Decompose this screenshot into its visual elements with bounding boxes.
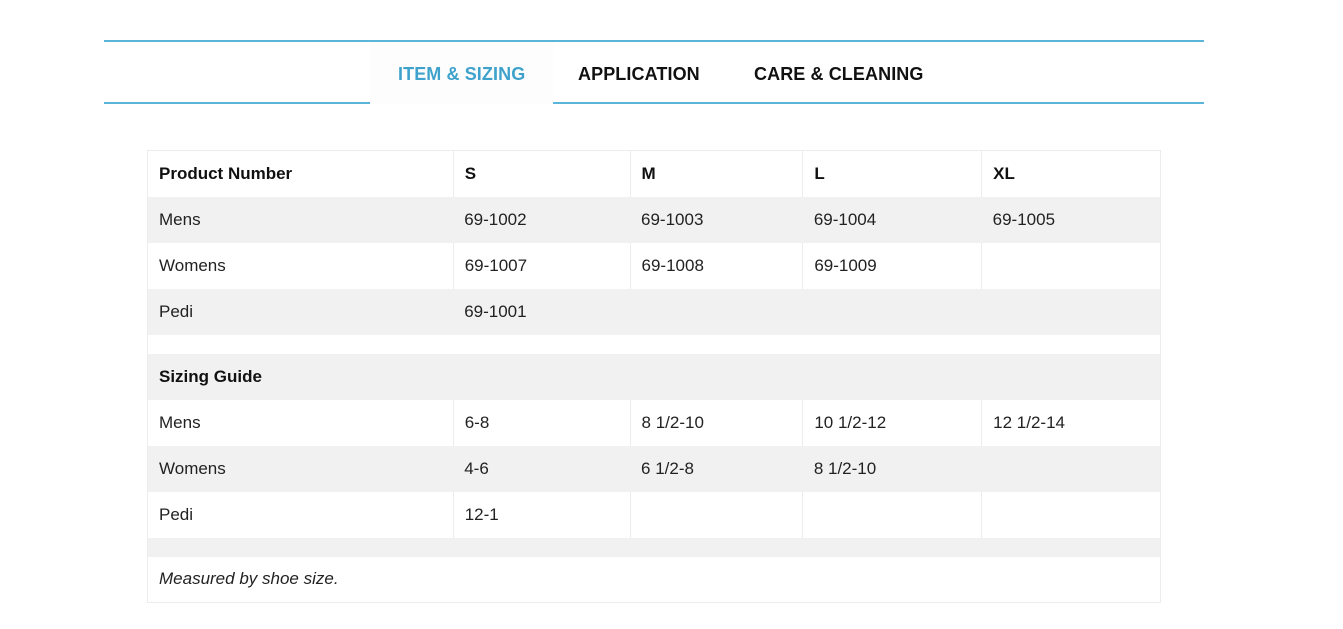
table-cell: Mens	[148, 197, 454, 243]
table-cell	[982, 492, 1161, 538]
table-note: Measured by shoe size.	[159, 569, 339, 589]
table-cell: 69-1009	[803, 243, 982, 289]
tab-item-sizing[interactable]: ITEM & SIZING	[370, 42, 553, 104]
table-cell: 12-1	[453, 492, 630, 538]
header-cell: L	[803, 151, 982, 197]
tab-care-cleaning[interactable]: CARE & CLEANING	[754, 64, 924, 84]
table-cell: Womens	[148, 446, 454, 492]
table-cell: 6 1/2-8	[630, 446, 803, 492]
section-title: Sizing Guide	[148, 354, 1161, 400]
header-cell: S	[453, 151, 630, 197]
table-cell: 6-8	[453, 400, 630, 446]
table-cell	[630, 492, 803, 538]
section-header-row	[148, 354, 1161, 400]
sizing-table	[147, 150, 1161, 603]
table-row	[148, 400, 1161, 446]
table-spacer-row	[148, 335, 1161, 354]
table-cell	[982, 243, 1161, 289]
table-cell	[982, 289, 1161, 335]
table-cell	[803, 492, 982, 538]
table-cell: 12 1/2-14	[982, 400, 1161, 446]
table-cell: 10 1/2-12	[803, 400, 982, 446]
table-cell: 69-1008	[630, 243, 803, 289]
table-row	[148, 446, 1161, 492]
table-row	[148, 289, 1161, 335]
table-cell	[803, 289, 982, 335]
table-cell	[982, 446, 1161, 492]
header-cell: M	[630, 151, 803, 197]
tab-application[interactable]: APPLICATION	[578, 64, 700, 84]
table-cell: Pedi	[159, 504, 194, 524]
table-cell: Womens	[159, 255, 226, 275]
table-cell: 8 1/2-10	[803, 446, 982, 492]
table-cell: Mens	[159, 412, 201, 432]
header-cell: Product Number	[159, 163, 293, 183]
table-header-row	[148, 151, 1161, 197]
table-cell: 69-1004	[803, 197, 982, 243]
table-cell: 4-6	[453, 446, 630, 492]
table-spacer-row	[148, 538, 1161, 557]
table-cell: 8 1/2-10	[630, 400, 803, 446]
table-cell: Pedi	[148, 289, 454, 335]
spacer-cell	[148, 538, 1161, 557]
table-row	[148, 243, 1161, 289]
table-cell: 69-1005	[982, 197, 1161, 243]
table-cell: 69-1007	[453, 243, 630, 289]
tab-bar	[104, 40, 1204, 104]
table-cell: 69-1002	[453, 197, 630, 243]
note-row	[148, 557, 1161, 603]
table-row	[148, 197, 1161, 243]
table-cell: 69-1001	[453, 289, 630, 335]
table-row	[148, 492, 1161, 538]
spacer-cell	[148, 335, 1161, 354]
table-cell: 69-1003	[630, 197, 803, 243]
table-cell	[630, 289, 803, 335]
header-cell: XL	[982, 151, 1161, 197]
